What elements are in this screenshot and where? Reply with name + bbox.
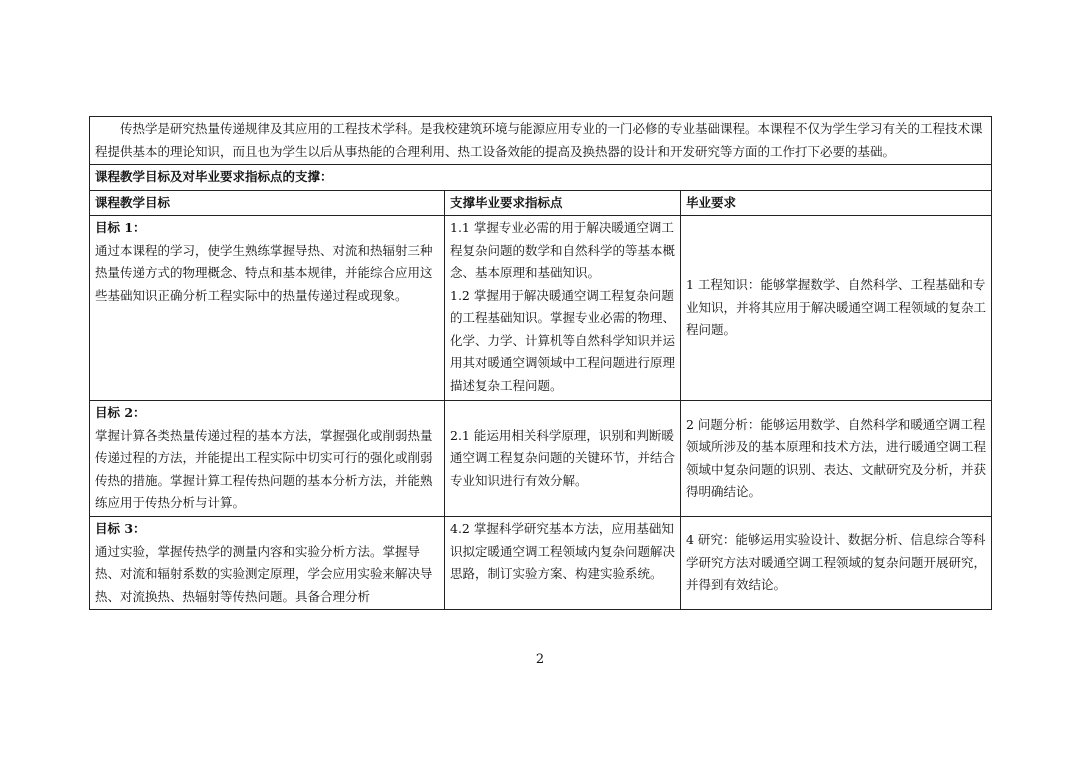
header-course-objective: 课程教学目标 <box>90 190 445 216</box>
indicator-1-2: 1.2 掌握用于解决暖通空调工程复杂问题的工程基础知识。掌握专业必需的物理、化学、力学、计算机等自然科学知识并运用其对暖通空调领域中工程问题进行原理描述复杂工程问题。 <box>450 287 676 393</box>
indicator-1-1: 1.1 掌握专业必需的用于解决暖通空调工程复杂问题的数学和自然科学的等基本概念、基本原理和基础知识。 <box>450 220 676 280</box>
goal-1-cell <box>90 216 445 401</box>
goal-2-title: 目标 2： <box>95 405 146 420</box>
indicator-2-1: 2.1 能运用相关科学原理，识别和判断暖通空调工程复杂问题的关键环节，并结合专业知识进行有效分解。 <box>445 401 681 517</box>
header-indicator: 支撑毕业要求指标点 <box>445 190 681 216</box>
section-title-row <box>90 165 992 191</box>
course-intro-paragraph: 传热学是研究热量传递规律及其应用的工程技术学科。是我校建筑环境与能源应用专业的一门必修的专业基础课程。本课程不仅为学生学习有关的工程技术课程提供基本的理论知识，而且也为学生以后从事热能的合理利用、热工设备效能的提高及换热器的设计和开发研究等方面的工作打下必要的基础。 <box>90 117 992 165</box>
requirement-2: 2 问题分析：能够运用数学、自然科学和暖通空调工程领域所涉及的基本原理和技术方法，进行暖通空调工程领域中复杂问题的识别、表达、文献研究及分析，并获得明确结论。 <box>681 401 992 517</box>
table-row-goal-1 <box>90 216 992 401</box>
header-graduation-requirement: 毕业要求 <box>681 190 992 216</box>
indicator-4-2: 4.2 掌握科学研究基本方法，应用基础知识拟定暖通空调工程领域内复杂问题解决思路，制订实验方案、构建实验系统。 <box>445 517 681 610</box>
goal-3-text: 通过实验，掌握传热学的测量内容和实验分析方法。掌握导热、对流和辐射系数的实验测定原理，学会应用实验来解决导热、对流换热、热辐射等传热问题。具备合理分析 <box>95 543 433 604</box>
requirement-1: 1 工程知识：能够掌握数学、自然科学、工程基础和专业知识，并将其应用于解决暖通空调工程领域的复杂工程问题。 <box>681 216 992 401</box>
requirement-4: 4 研究：能够运用实验设计、数据分析、信息综合等科学研究方法对暖通空调工程领域的复杂问题开展研究，并得到有效结论。 <box>681 517 992 610</box>
goal-2-cell <box>90 401 445 517</box>
goal-1-indicators-cell <box>445 216 681 401</box>
header-row <box>90 190 992 216</box>
course-objectives-table <box>89 116 992 610</box>
goal-1-title: 目标 1： <box>95 220 146 235</box>
table-row-goal-3 <box>90 517 992 610</box>
goal-3-cell <box>90 517 445 610</box>
goal-3-title: 目标 3： <box>95 521 146 536</box>
page-number: 2 <box>535 652 545 667</box>
table-row-goal-2 <box>90 401 992 517</box>
section-title: 课程教学目标及对毕业要求指标点的支撑： <box>90 165 992 191</box>
goal-1-text: 通过本课程的学习，使学生熟练掌握导热、对流和热辐射三种热量传递方式的物理概念、特点和基本规律，并能综合应用这些基础知识正确分析工程实际中的热量传递过程或现象。 <box>95 242 433 303</box>
intro-row <box>90 117 992 165</box>
goal-2-text: 掌握计算各类热量传递过程的基本方法，掌握强化或削弱热量传递过程的方法，并能提出工程实际中切实可行的强化或削弱传热的措施。掌握计算工程传热问题的基本分析方法，并能熟练应用于传热分析与计算。 <box>95 427 433 510</box>
